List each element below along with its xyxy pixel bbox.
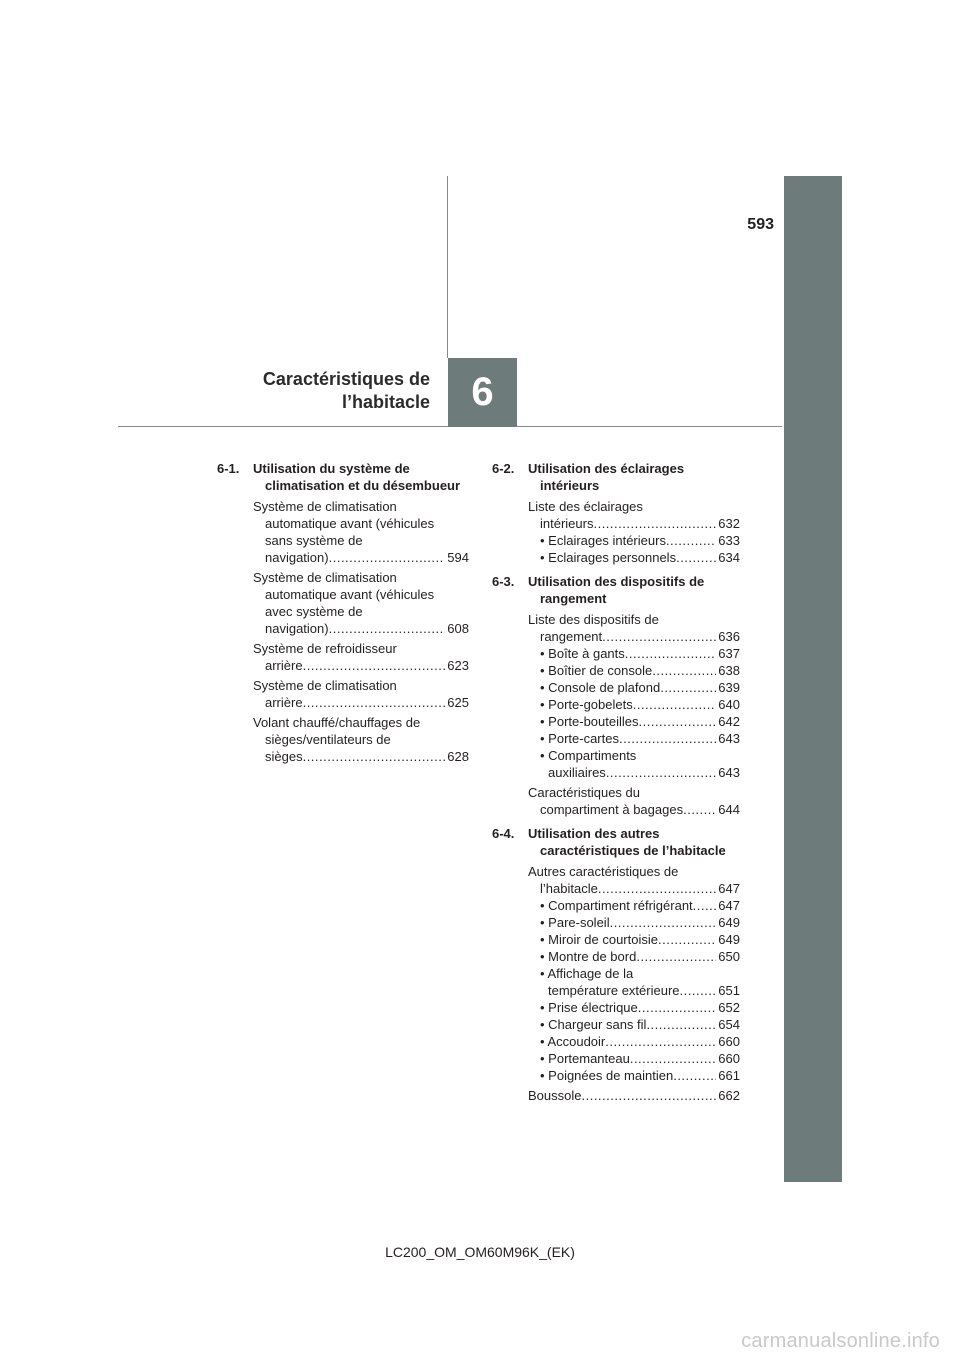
subentry-page: 642 [718,714,740,729]
entry-line: sièges [265,749,303,764]
section-number: 6-2. [492,461,515,476]
subentry-label: • Pare-soleil [540,915,610,930]
leader-dots [605,1033,716,1050]
toc-subentry[interactable] [528,696,740,713]
toc-subentry[interactable] [528,549,740,566]
subentry-label: • Eclairages personnels [540,550,677,565]
leader-dots [598,880,716,897]
page-number: 593 [747,216,774,233]
toc-subentry[interactable] [528,645,740,662]
entry-line: automatique avant (véhicules [265,587,435,602]
section-title-line1: Utilisation des autres [528,826,660,841]
subentry-label: • Porte-gobelets [540,697,633,712]
entry-page: 636 [718,629,740,644]
toc-subentry[interactable] [528,1033,740,1050]
subentry-page: 654 [718,1017,740,1032]
toc-subentry[interactable] [528,1050,740,1067]
entry-line: sans système de [265,533,363,548]
leader-dots [680,982,717,999]
subentry-label: • Porte-cartes [540,731,619,746]
entry-line: intérieurs [540,516,594,531]
subentry-page: 660 [718,1034,740,1049]
toc-entry[interactable] [253,714,469,765]
section-number: 6-1. [217,461,240,476]
entry-page: 623 [447,658,469,673]
leader-dots [646,1016,716,1033]
leader-dots [581,1087,716,1104]
section-heading[interactable] [492,573,740,607]
subentry-label: • Affichage de la [540,966,634,981]
subentry-label: • Accoudoir [540,1034,606,1049]
toc-section-6-4 [492,825,740,1104]
subentry-page: 640 [718,697,740,712]
toc-section-6-2 [492,460,740,566]
toc-section-6-3 [492,573,740,818]
toc-left-column [217,460,469,772]
leader-dots [683,801,716,818]
subentry-label: • Boîtier de console [540,663,653,678]
leader-dots [638,999,717,1016]
toc-right-column [492,460,740,1111]
leader-dots [303,694,446,711]
toc-entry[interactable] [253,498,469,566]
leader-dots [636,948,716,965]
toc-subentry[interactable] [528,897,740,914]
toc-subentry[interactable] [528,730,740,747]
chapter-side-tab [784,176,842,1182]
entry-line: navigation) [265,621,329,636]
subentry-label: • Eclairages intérieurs [540,533,666,548]
subentry-label: • Boîte à gants [540,646,625,661]
subentry-label: température extérieure [548,983,680,998]
entry-page: 594 [447,550,469,565]
subentry-page: 643 [718,765,740,780]
toc-entry[interactable] [528,784,740,818]
subentry-page: 650 [718,949,740,964]
entry-page: 662 [718,1088,740,1103]
toc-subentry[interactable] [528,679,740,696]
subentry-label: • Poignées de maintien [540,1068,674,1083]
section-title-line2: climatisation et du désembueur [265,478,461,493]
subentry-label: • Montre de bord [540,949,637,964]
subentry-label: • Porte-bouteilles [540,714,639,729]
entry-line: sièges/ventilateurs de [265,732,391,747]
entry-line: avec système de [265,604,363,619]
leader-dots [303,657,446,674]
subentry-page: 649 [718,915,740,930]
subentry-label: • Console de plafond [540,680,661,695]
leader-dots [610,914,717,931]
leader-dots [666,532,716,549]
chapter-title [180,368,430,414]
entry-page: 644 [718,802,740,817]
entry-line: Caractéristiques du [528,785,640,800]
leader-dots [619,730,716,747]
toc-subentry[interactable] [528,948,740,965]
toc-entry[interactable] [528,498,740,566]
subentry-label: • Compartiment réfrigérant [540,898,693,913]
leader-dots [639,713,717,730]
subentry-page: 647 [718,898,740,913]
section-heading[interactable] [217,460,469,494]
leader-dots [329,620,446,637]
subentry-label: • Prise électrique [540,1000,638,1015]
toc-entry[interactable] [528,863,740,1084]
section-title-line2: intérieurs [540,478,600,493]
entry-page: 628 [447,749,469,764]
entry-page: 625 [447,695,469,710]
toc-subentry[interactable] [528,1016,740,1033]
entry-page: 632 [718,516,740,531]
toc-subentry[interactable] [528,747,740,781]
subentry-page: 639 [718,680,740,695]
watermark: carmanualsonline.info [741,1330,940,1352]
subentry-label: • Chargeur sans fil [540,1017,647,1032]
entry-line: Liste des dispositifs de [528,612,659,627]
subentry-label: auxiliaires [548,765,606,780]
subentry-label: • Portemanteau [540,1051,630,1066]
entry-line: Autres caractéristiques de [528,864,679,879]
header-vertical-rule [447,176,448,358]
leader-dots [652,662,716,679]
leader-dots [329,549,446,566]
entry-page: 608 [447,621,469,636]
leader-dots [602,628,716,645]
document-code-footer: LC200_OM_OM60M96K_(EK) [385,1244,575,1260]
entry-line: Volant chauffé/chauffages de [253,715,421,730]
entry-line: Système de refroidisseur [253,641,397,656]
subentry-page: 633 [718,533,740,548]
section-title-line2: rangement [540,591,607,606]
toc-entry[interactable] [253,569,469,637]
entry-line: Système de climatisation [253,570,397,585]
chapter-number: 6 [471,370,494,414]
toc-subentry[interactable] [528,713,740,730]
toc-section-6-1 [217,460,469,765]
leader-dots [630,1050,716,1067]
subentry-page: 651 [718,983,740,998]
toc-entry[interactable] [253,677,469,711]
section-number: 6-3. [492,574,515,589]
section-title-line1: Utilisation des éclairages [528,461,685,476]
subentry-page: 660 [718,1051,740,1066]
subentry-page: 638 [718,663,740,678]
entry-line: Système de climatisation [253,678,397,693]
toc-entry[interactable] [528,1087,740,1104]
toc-subentry[interactable] [528,999,740,1016]
leader-dots [303,748,446,765]
leader-dots [593,515,716,532]
toc-entry[interactable] [528,611,740,781]
toc-subentry[interactable] [528,662,740,679]
leader-dots [625,645,717,662]
toc-subentry[interactable] [528,914,740,931]
subentry-label: • Miroir de courtoisie [540,932,658,947]
subentry-page: 652 [718,1000,740,1015]
toc-subentry[interactable] [528,965,740,999]
subentry-page: 649 [718,932,740,947]
section-title-line1: Utilisation des dispositifs de [528,574,705,589]
toc-entry[interactable] [253,640,469,674]
leader-dots [676,549,716,566]
entry-line: navigation) [265,550,329,565]
entry-line: arrière [265,658,303,673]
entry-line: Liste des éclairages [528,499,643,514]
leader-dots [673,1067,716,1084]
section-heading[interactable] [492,825,740,859]
entry-line: Système de climatisation [253,499,397,514]
entry-line: Boussole [528,1088,582,1103]
chapter-title-line2: l’habitacle [341,392,430,412]
toc-subentry[interactable] [528,931,740,948]
subentry-page: 643 [718,731,740,746]
entry-line: compartiment à bagages [540,802,684,817]
subentry-label: • Compartiments [540,748,637,763]
entry-line: arrière [265,695,303,710]
leader-dots [633,696,717,713]
section-heading[interactable] [492,460,740,494]
toc-subentry[interactable] [528,1067,740,1084]
chapter-number-box [448,358,517,427]
leader-dots [658,931,716,948]
leader-dots [606,764,716,781]
entry-line: automatique avant (véhicules [265,516,435,531]
section-number: 6-4. [492,826,515,841]
subentry-page: 634 [718,550,740,565]
subentry-page: 661 [718,1068,740,1083]
leader-dots [693,897,717,914]
section-title-line1: Utilisation du système de [253,461,410,476]
toc-subentry[interactable] [528,532,740,549]
entry-line: rangement [540,629,603,644]
entry-line: l’habitacle [540,881,598,896]
entry-page: 647 [718,881,740,896]
section-title-line2: caractéristiques de l’habitacle [540,843,726,858]
chapter-title-line1: Caractéristiques de [262,369,430,389]
leader-dots [660,679,716,696]
subentry-page: 637 [718,646,740,661]
